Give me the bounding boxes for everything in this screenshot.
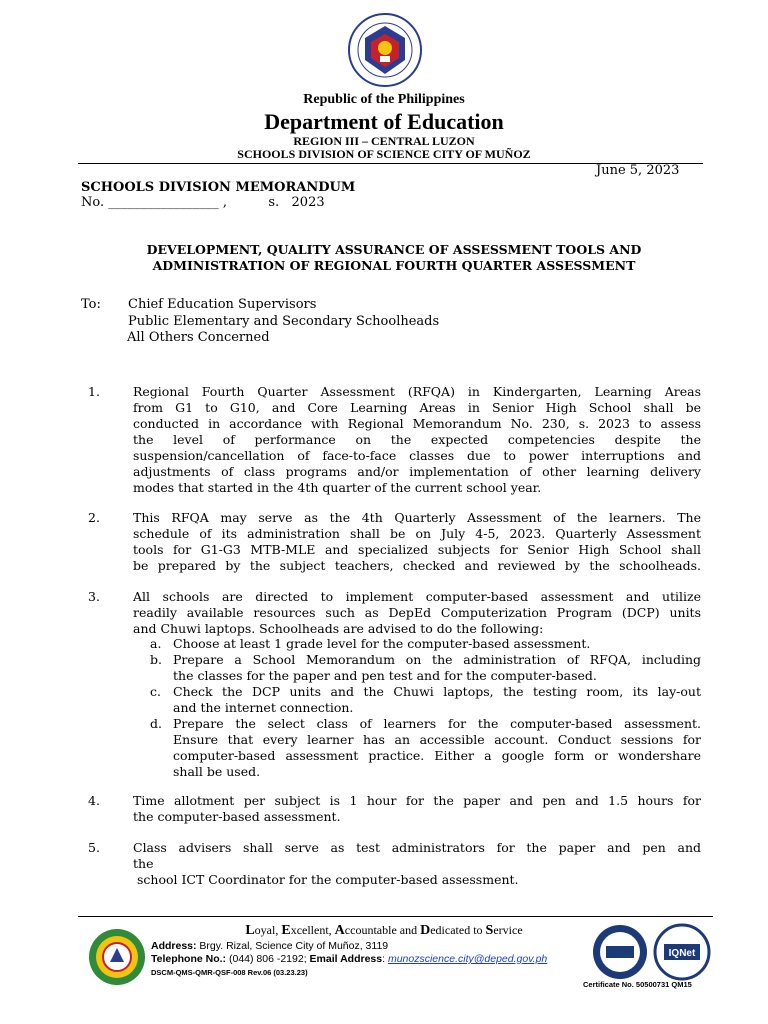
paragraph-line: Class advisers shall serve as test administrators for the paper and pen and [133,840,701,855]
memo-title-line-1: DEVELOPMENT, QUALITY ASSURANCE OF ASSESSMENT TOOLS AND [146,242,642,257]
paragraph-line: Regional Fourth Quarter Assessment (RFQA) in Kindergarten, Learning Areas [133,384,701,399]
subitem-letter: c. [150,684,161,699]
item-number: 1. [88,384,100,399]
subitem-line: and the internet connection. [173,700,354,715]
address-label: Address: [151,940,197,952]
paragraph-line: modes that started in the 4th quarter of the current school year. [133,480,542,495]
subitem-line: Prepare a School Memorandum on the administration of RFQA, including [173,652,701,667]
paragraph-line: adjustments of class programs and/or implementation of other learning delivery [133,464,701,479]
memo-title-line-2: ADMINISTRATION OF REGIONAL FOURTH QUARTER ASSESSMENT [152,258,636,273]
paragraph-line: Time allotment per subject is 1 hour for the paper and pen and 1.5 hours for [133,793,701,808]
item-number: 5. [88,840,100,855]
paragraph-line: readily available resources such as DepEd Computerization Program (DCP) units [133,605,701,620]
memo-number: No. _________________ , s. 2023 [81,195,325,210]
paragraph-line: schedule of its administration shall be on July 4-5, 2023. Quarterly Assessment [133,526,701,541]
address-value: Brgy. Rizal, Science City of Muñoz, 3119 [196,940,389,952]
subitem-text [173,652,701,684]
certificate-number: Certificate No. 50500731 QM15 [583,980,692,989]
motto-word: edicated to [430,923,486,937]
department-title: Department of Education [264,109,504,134]
to-label: To: [81,297,101,312]
paragraph-line: the [133,856,154,871]
motto-word: oyal, [254,923,282,937]
email-label: Email Address [309,953,383,965]
footer-contact [151,953,547,965]
subitem-text [173,636,701,652]
memo-type: SCHOOLS DIVISION MEMORANDUM [81,180,356,195]
division-logo-icon [88,928,146,986]
phone-value: (044) 806 -2192; [226,953,310,965]
motto-initial: E [281,923,291,938]
subitem-line: Choose at least 1 grade level for the computer-based assessment. [173,636,591,651]
paragraph-line: conducted in accordance with Regional Memorandum No. 230, s. 2023 to assess [133,416,701,431]
document-code: DSCM-QMS-QMR-QSF-008 Rev.06 (03.23.23) [151,968,308,977]
iso-certification-icon [590,922,715,982]
paragraph-line: from G1 to G10, and Core Learning Areas in Senior High School shall be [133,400,701,415]
footer-address [151,940,388,952]
recipient: Public Elementary and Secondary Schoolheads [128,314,440,329]
paragraph-line: school ICT Coordinator for the computer-based assessment. [133,872,519,887]
motto-initial: S [485,923,494,938]
paragraph-line: the level of performance on the expected competencies despite the [133,432,701,447]
phone-label: Telephone No.: [151,953,227,965]
iso-text: IQNet [668,948,696,959]
region-text: REGION III – CENTRAL LUZON [293,134,475,148]
subitem-line: the classes for the paper and pen test and for the computer-based. [173,668,597,683]
paragraph-line: the computer-based assessment. [133,809,341,824]
motto-initial: D [420,923,431,938]
paragraph-line: This RFQA may serve as the 4th Quarterly Assessment of the learners. The [133,510,701,525]
item-paragraph [133,510,701,574]
motto-word: xcellent, [290,923,335,937]
subitem-line: Ensure that every learner has an accessible account. Conduct sessions for [173,732,701,747]
subitem-line: Prepare the select class of learners for the computer-based assessment. [173,716,701,731]
subitem-line: shall be used. [173,764,261,779]
motto-word: ervice [493,923,523,937]
paragraph-line: and Chuwi laptops. Schoolheads are advised to do the following: [133,621,544,636]
subitem-text [173,716,701,780]
paragraph-line: suspension/cancellation of face-to-face classes due to power interruptions and [133,448,701,463]
item-paragraph [133,589,701,637]
email-link[interactable]: munozscience.city@deped.gov.ph [387,953,548,965]
memo-date: June 5, 2023 [596,163,680,178]
subitem-letter: d. [150,716,162,731]
motto-word: ccountable and [344,923,421,937]
item-paragraph [133,793,701,825]
footer-divider [78,916,713,917]
deped-seal-icon [347,12,423,88]
item-number: 3. [88,589,100,604]
item-number: 4. [88,793,100,808]
item-paragraph [133,384,701,496]
motto-initial: L [245,923,255,938]
division-text: SCHOOLS DIVISION OF SCIENCE CITY OF MUÑOZ [237,147,531,161]
recipient: Chief Education Supervisors [128,297,317,312]
subitem-text [173,684,701,716]
subitem-letter: b. [150,652,162,667]
paragraph-line: tools for G1-G3 MTB-MLE and specialized subjects for Senior High School shall [133,542,701,557]
subitem-letter: a. [150,636,162,651]
motto-initial: A [334,923,345,938]
subitem-line: computer-based assessment practice. Either a google form or wondershare [173,748,701,763]
recipient: All Others Concerned [127,330,270,345]
item-paragraph [133,840,701,888]
paragraph-line: be prepared by the subject teachers, checked and reviewed by the schoolheads. [133,558,701,573]
republic-text: Republic of the Philippines [303,92,465,107]
item-number: 2. [88,510,100,525]
subitem-line: Check the DCP units and the Chuwi laptops, the testing room, its lay-out [173,684,701,699]
paragraph-line: All schools are directed to implement computer-based assessment and utilize [133,589,701,604]
email-separator: : [382,953,388,965]
